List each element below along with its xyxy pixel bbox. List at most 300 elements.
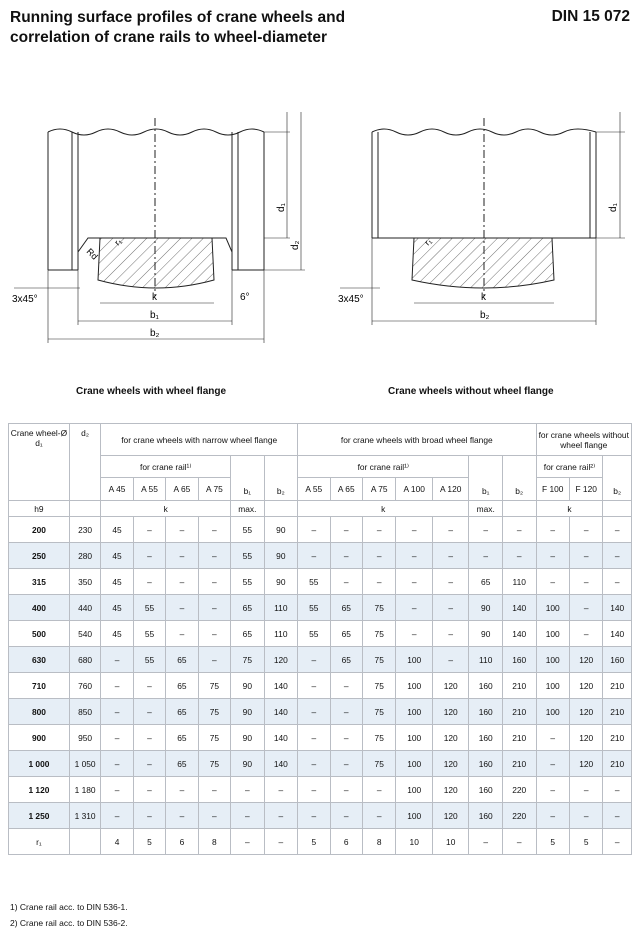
table-cell: – <box>569 517 602 543</box>
table-cell: 160 <box>603 647 632 673</box>
table-cell: 55 <box>133 647 165 673</box>
cell-diameter: 1 000 <box>9 751 70 777</box>
table-cell: – <box>133 725 165 751</box>
table-cell: – <box>502 543 536 569</box>
table-cell: 45 <box>101 621 133 647</box>
table-cell: 100 <box>396 647 433 673</box>
table-cell: – <box>133 803 165 829</box>
table-cell: 110 <box>502 569 536 595</box>
table-cell: – <box>231 829 264 855</box>
table-cell: – <box>536 777 569 803</box>
head-b2-without: b₂ <box>603 456 632 501</box>
table-cell: 65 <box>330 595 362 621</box>
table-cell: 110 <box>264 621 297 647</box>
table-cell: – <box>101 725 133 751</box>
table-cell: 280 <box>69 543 100 569</box>
table-cell: – <box>198 647 230 673</box>
table-cell: 55 <box>231 517 264 543</box>
table-cell: 8 <box>198 829 230 855</box>
table-cell: – <box>502 829 536 855</box>
right-label-r1: r₁ <box>422 236 434 248</box>
rail-a75: A 75 <box>198 478 230 501</box>
table-cell: 120 <box>432 777 469 803</box>
table-cell: 75 <box>362 751 395 777</box>
table-cell: 5 <box>133 829 165 855</box>
table-cell: – <box>330 803 362 829</box>
table-cell: – <box>569 777 602 803</box>
table-cell: – <box>133 569 165 595</box>
head-k-broad: k <box>298 501 469 517</box>
table-cell: 1 180 <box>69 777 100 803</box>
table-cell: 75 <box>362 595 395 621</box>
head-b2-narrow: b₂ <box>264 456 297 501</box>
table-cell: 100 <box>536 647 569 673</box>
head-crane-wheel: Crane wheel-Ø d₁ <box>9 424 70 501</box>
rail-f120: F 120 <box>569 478 602 501</box>
table-cell: 210 <box>502 699 536 725</box>
cell-diameter: 630 <box>9 647 70 673</box>
table-cell: 210 <box>502 751 536 777</box>
table-cell: – <box>362 543 395 569</box>
table-cell: 65 <box>166 699 198 725</box>
right-label-d1: d₁ <box>608 203 619 212</box>
rail-a45: A 45 <box>101 478 133 501</box>
table-cell: – <box>101 803 133 829</box>
wheel-profile-drawings <box>0 108 640 348</box>
left-label-rd: Rd <box>84 246 100 262</box>
table-cell: – <box>330 751 362 777</box>
table-cell: 100 <box>396 699 433 725</box>
table-cell: 55 <box>298 595 330 621</box>
table-cell: 75 <box>362 673 395 699</box>
table-cell: 100 <box>396 725 433 751</box>
table-cell: 100 <box>396 777 433 803</box>
table-cell: 45 <box>101 517 133 543</box>
wheel-rail-table <box>8 423 632 855</box>
table-cell: 120 <box>264 647 297 673</box>
head-h9: h9 <box>9 501 70 517</box>
table-cell: – <box>432 543 469 569</box>
table-cell: – <box>569 595 602 621</box>
table-cell: 10 <box>432 829 469 855</box>
table-cell: – <box>396 569 433 595</box>
table-cell: – <box>396 621 433 647</box>
table-cell: 140 <box>603 595 632 621</box>
table-cell: – <box>330 569 362 595</box>
table-cell: 120 <box>569 673 602 699</box>
rail-broad-a100: A 100 <box>396 478 433 501</box>
table-cell: 1 310 <box>69 803 100 829</box>
table-cell: – <box>330 673 362 699</box>
table-cell: – <box>536 803 569 829</box>
table-cell: – <box>396 595 433 621</box>
table-cell: 6 <box>330 829 362 855</box>
table-cell: – <box>198 777 230 803</box>
table-cell: 75 <box>362 725 395 751</box>
table-cell: 4 <box>101 829 133 855</box>
right-label-chamfer: 3x45° <box>338 294 364 305</box>
table-cell: 350 <box>69 569 100 595</box>
head-max-broad: max. <box>469 501 502 517</box>
table-cell: – <box>133 517 165 543</box>
table-cell: 160 <box>469 751 502 777</box>
table-cell: 90 <box>264 569 297 595</box>
table-cell: – <box>536 517 569 543</box>
cell-diameter: 1 120 <box>9 777 70 803</box>
cell-diameter: 200 <box>9 517 70 543</box>
table-cell: – <box>298 751 330 777</box>
cell-diameter: 400 <box>9 595 70 621</box>
table-cell: 75 <box>198 725 230 751</box>
table-cell: 140 <box>502 595 536 621</box>
table-cell: 65 <box>166 673 198 699</box>
table-cell: 220 <box>502 803 536 829</box>
table-cell: – <box>603 777 632 803</box>
table-cell: – <box>166 543 198 569</box>
table-cell: 110 <box>264 595 297 621</box>
table-cell: – <box>569 621 602 647</box>
table-cell: – <box>166 569 198 595</box>
table-cell: 440 <box>69 595 100 621</box>
head-k-without: k <box>536 501 603 517</box>
table-cell: 55 <box>231 569 264 595</box>
cell-diameter: 315 <box>9 569 70 595</box>
table-cell: 100 <box>396 803 433 829</box>
table-cell: – <box>101 751 133 777</box>
table-cell: – <box>569 543 602 569</box>
table-cell: 100 <box>536 673 569 699</box>
table-cell: – <box>603 543 632 569</box>
table-cell: 90 <box>231 673 264 699</box>
standard-number: DIN 15 072 <box>551 8 630 25</box>
table-cell: 90 <box>231 725 264 751</box>
table-cell: – <box>330 699 362 725</box>
rail-broad-a75: A 75 <box>362 478 395 501</box>
table-cell: – <box>330 777 362 803</box>
table-cell: 120 <box>569 751 602 777</box>
table-cell: – <box>569 803 602 829</box>
table-cell: – <box>231 777 264 803</box>
table-cell: 75 <box>362 621 395 647</box>
table-cell: – <box>569 569 602 595</box>
table-cell: 100 <box>396 673 433 699</box>
table-cell: 55 <box>231 543 264 569</box>
table-cell: – <box>133 673 165 699</box>
table-cell: – <box>101 699 133 725</box>
table-cell: 65 <box>330 621 362 647</box>
table-cell: – <box>330 725 362 751</box>
table-cell: – <box>536 751 569 777</box>
left-wheel-drawing <box>14 112 305 343</box>
footnote-2: 2) Crane rail acc. to DIN 536-2. <box>10 918 128 928</box>
table-cell: – <box>362 569 395 595</box>
table-cell: 90 <box>469 621 502 647</box>
table-cell: – <box>330 543 362 569</box>
table-cell: 90 <box>469 595 502 621</box>
table-cell: – <box>198 803 230 829</box>
head-broad-group: for crane wheels with broad wheel flange <box>298 424 536 456</box>
table-cell: 160 <box>469 803 502 829</box>
table-cell: 6 <box>166 829 198 855</box>
rail-broad-a65: A 65 <box>330 478 362 501</box>
head-b1-broad: b₁ <box>469 456 502 501</box>
table-cell: 210 <box>502 673 536 699</box>
table-cell: – <box>469 543 502 569</box>
head-b1-narrow: b₁ <box>231 456 264 501</box>
table-cell: 220 <box>502 777 536 803</box>
table-cell: 90 <box>231 699 264 725</box>
table-cell: 160 <box>502 647 536 673</box>
table-cell: 65 <box>166 725 198 751</box>
left-label-k: k <box>152 292 157 303</box>
table-cell <box>69 829 100 855</box>
caption-without-flange: Crane wheels without wheel flange <box>388 386 554 397</box>
table-cell: 100 <box>536 621 569 647</box>
left-label-b1: b₁ <box>150 310 159 321</box>
table-cell: – <box>264 777 297 803</box>
cell-diameter: 800 <box>9 699 70 725</box>
head-max-narrow: max. <box>231 501 264 517</box>
table-cell: – <box>396 543 433 569</box>
left-label-d2: d₂ <box>290 240 301 250</box>
table-cell: – <box>198 595 230 621</box>
table-cell: – <box>133 699 165 725</box>
left-label-b2: b₂ <box>150 328 160 339</box>
table-cell: 120 <box>569 699 602 725</box>
table-cell: – <box>603 517 632 543</box>
table-cell: 140 <box>603 621 632 647</box>
table-row <box>9 725 632 751</box>
table-cell: – <box>469 829 502 855</box>
table-cell: – <box>166 621 198 647</box>
table-cell: – <box>298 517 330 543</box>
left-label-angle: 6° <box>240 292 250 303</box>
table-cell: 160 <box>469 725 502 751</box>
head-without-group: for crane wheels without wheel flange <box>536 424 632 456</box>
table-cell: 55 <box>298 621 330 647</box>
table-cell: 120 <box>569 725 602 751</box>
table-cell: – <box>133 751 165 777</box>
table-cell: – <box>166 517 198 543</box>
cell-diameter: 500 <box>9 621 70 647</box>
title-line-2: correlation of crane rails to wheel-diameter <box>10 29 327 46</box>
rail-f100: F 100 <box>536 478 569 501</box>
table-row <box>9 543 632 569</box>
head-rail-broad: for crane rail¹⁾ <box>298 456 469 478</box>
table-row <box>9 595 632 621</box>
left-label-r1: r₁ <box>112 236 124 248</box>
rail-a55: A 55 <box>133 478 165 501</box>
table-cell: – <box>330 517 362 543</box>
table-cell: – <box>198 517 230 543</box>
right-label-b2: b₂ <box>480 310 490 321</box>
table-cell: 120 <box>432 751 469 777</box>
table-row-r1 <box>9 829 632 855</box>
table-cell: 65 <box>231 621 264 647</box>
table-cell: 110 <box>469 647 502 673</box>
head-b2-broad: b₂ <box>502 456 536 501</box>
table-cell: 140 <box>264 725 297 751</box>
table-cell: – <box>432 517 469 543</box>
table-row <box>9 517 632 543</box>
table-cell: – <box>298 543 330 569</box>
table-cell: 100 <box>536 595 569 621</box>
table-cell: 120 <box>432 699 469 725</box>
page-title <box>10 8 345 48</box>
rail-broad-a55: A 55 <box>298 478 330 501</box>
left-label-d1: d₁ <box>276 203 287 212</box>
head-narrow-group: for crane wheels with narrow wheel flange <box>101 424 298 456</box>
table-cell: 160 <box>469 699 502 725</box>
table-cell: 65 <box>469 569 502 595</box>
table-cell: – <box>264 829 297 855</box>
table-cell: 55 <box>298 569 330 595</box>
table-cell: 90 <box>264 517 297 543</box>
table-cell: 5 <box>298 829 330 855</box>
table-cell: 100 <box>396 751 433 777</box>
table-cell: 140 <box>264 699 297 725</box>
table-row <box>9 673 632 699</box>
table-cell: 850 <box>69 699 100 725</box>
head-rail-without: for crane rail²⁾ <box>536 456 603 478</box>
table-row <box>9 621 632 647</box>
table-cell: – <box>198 543 230 569</box>
table-cell: – <box>166 777 198 803</box>
head-d2: d₂ <box>69 424 100 501</box>
table-cell: 210 <box>502 725 536 751</box>
table-cell: – <box>298 725 330 751</box>
table-cell: 10 <box>396 829 433 855</box>
table-cell: – <box>362 517 395 543</box>
table-cell: 140 <box>264 673 297 699</box>
table-cell: 75 <box>362 699 395 725</box>
table-cell: – <box>298 803 330 829</box>
table-cell: – <box>298 673 330 699</box>
table-cell: – <box>432 595 469 621</box>
cell-diameter: 710 <box>9 673 70 699</box>
table-cell: 90 <box>231 751 264 777</box>
table-cell: – <box>469 517 502 543</box>
table-cell: 65 <box>330 647 362 673</box>
table-cell: 140 <box>264 751 297 777</box>
table-cell: 75 <box>362 647 395 673</box>
table-cell: r₁ <box>9 829 70 855</box>
table-cell: – <box>536 569 569 595</box>
table-cell: 1 050 <box>69 751 100 777</box>
table-cell: 950 <box>69 725 100 751</box>
cell-diameter: 250 <box>9 543 70 569</box>
right-label-k: k <box>481 292 486 303</box>
table-cell: 55 <box>133 621 165 647</box>
table-cell: 65 <box>231 595 264 621</box>
table-cell: – <box>432 569 469 595</box>
cell-diameter: 900 <box>9 725 70 751</box>
table-cell: – <box>298 777 330 803</box>
table-cell: – <box>536 725 569 751</box>
table-cell: – <box>603 803 632 829</box>
table-cell: 65 <box>166 647 198 673</box>
footnote-1: 1) Crane rail acc. to DIN 536-1. <box>10 902 128 912</box>
cell-diameter: 1 250 <box>9 803 70 829</box>
table-cell: 140 <box>502 621 536 647</box>
table-cell: – <box>101 647 133 673</box>
table-cell: 8 <box>362 829 395 855</box>
table-cell: – <box>432 647 469 673</box>
table-cell: 160 <box>469 673 502 699</box>
table-cell: 210 <box>603 673 632 699</box>
table-cell: – <box>362 803 395 829</box>
table-cell: – <box>362 777 395 803</box>
table-cell: 75 <box>231 647 264 673</box>
head-k-narrow: k <box>101 501 231 517</box>
table-cell: 680 <box>69 647 100 673</box>
table-cell: – <box>231 803 264 829</box>
table-cell: – <box>166 595 198 621</box>
table-cell: – <box>101 673 133 699</box>
table-cell: 210 <box>603 751 632 777</box>
table-cell: 760 <box>69 673 100 699</box>
table-cell: 210 <box>603 699 632 725</box>
table-cell: 45 <box>101 569 133 595</box>
table-cell: 100 <box>536 699 569 725</box>
table-cell: – <box>198 569 230 595</box>
table-cell: – <box>133 543 165 569</box>
table-cell: – <box>166 803 198 829</box>
table-row <box>9 569 632 595</box>
table-row <box>9 777 632 803</box>
table-cell: – <box>396 517 433 543</box>
table-cell: 210 <box>603 725 632 751</box>
table-cell: – <box>603 829 632 855</box>
table-cell: – <box>432 621 469 647</box>
table-cell: 120 <box>569 647 602 673</box>
rail-a65: A 65 <box>166 478 198 501</box>
table-cell: – <box>264 803 297 829</box>
caption-with-flange: Crane wheels with wheel flange <box>76 386 227 397</box>
table-row <box>9 803 632 829</box>
table-cell: 75 <box>198 673 230 699</box>
table-cell: 55 <box>133 595 165 621</box>
table-cell: 90 <box>264 543 297 569</box>
table-cell: 75 <box>198 751 230 777</box>
table-cell: – <box>603 569 632 595</box>
table-cell: – <box>198 621 230 647</box>
table-cell: 160 <box>469 777 502 803</box>
head-rail-narrow: for crane rail¹⁾ <box>101 456 231 478</box>
table-cell: 5 <box>569 829 602 855</box>
left-label-chamfer: 3x45° <box>12 294 38 305</box>
table-row <box>9 699 632 725</box>
table-cell: 65 <box>166 751 198 777</box>
table-cell: 230 <box>69 517 100 543</box>
rail-broad-a120: A 120 <box>432 478 469 501</box>
table-cell: – <box>133 777 165 803</box>
table-cell: – <box>298 699 330 725</box>
table-cell: 120 <box>432 673 469 699</box>
table-cell: – <box>298 647 330 673</box>
table-cell: 5 <box>536 829 569 855</box>
table-cell: 45 <box>101 595 133 621</box>
table-cell: 120 <box>432 725 469 751</box>
table-cell: – <box>536 543 569 569</box>
table-cell: 120 <box>432 803 469 829</box>
table-cell: – <box>502 517 536 543</box>
table-row <box>9 647 632 673</box>
table-cell: 75 <box>198 699 230 725</box>
table-row <box>9 751 632 777</box>
table-cell: 45 <box>101 543 133 569</box>
table-cell: – <box>101 777 133 803</box>
